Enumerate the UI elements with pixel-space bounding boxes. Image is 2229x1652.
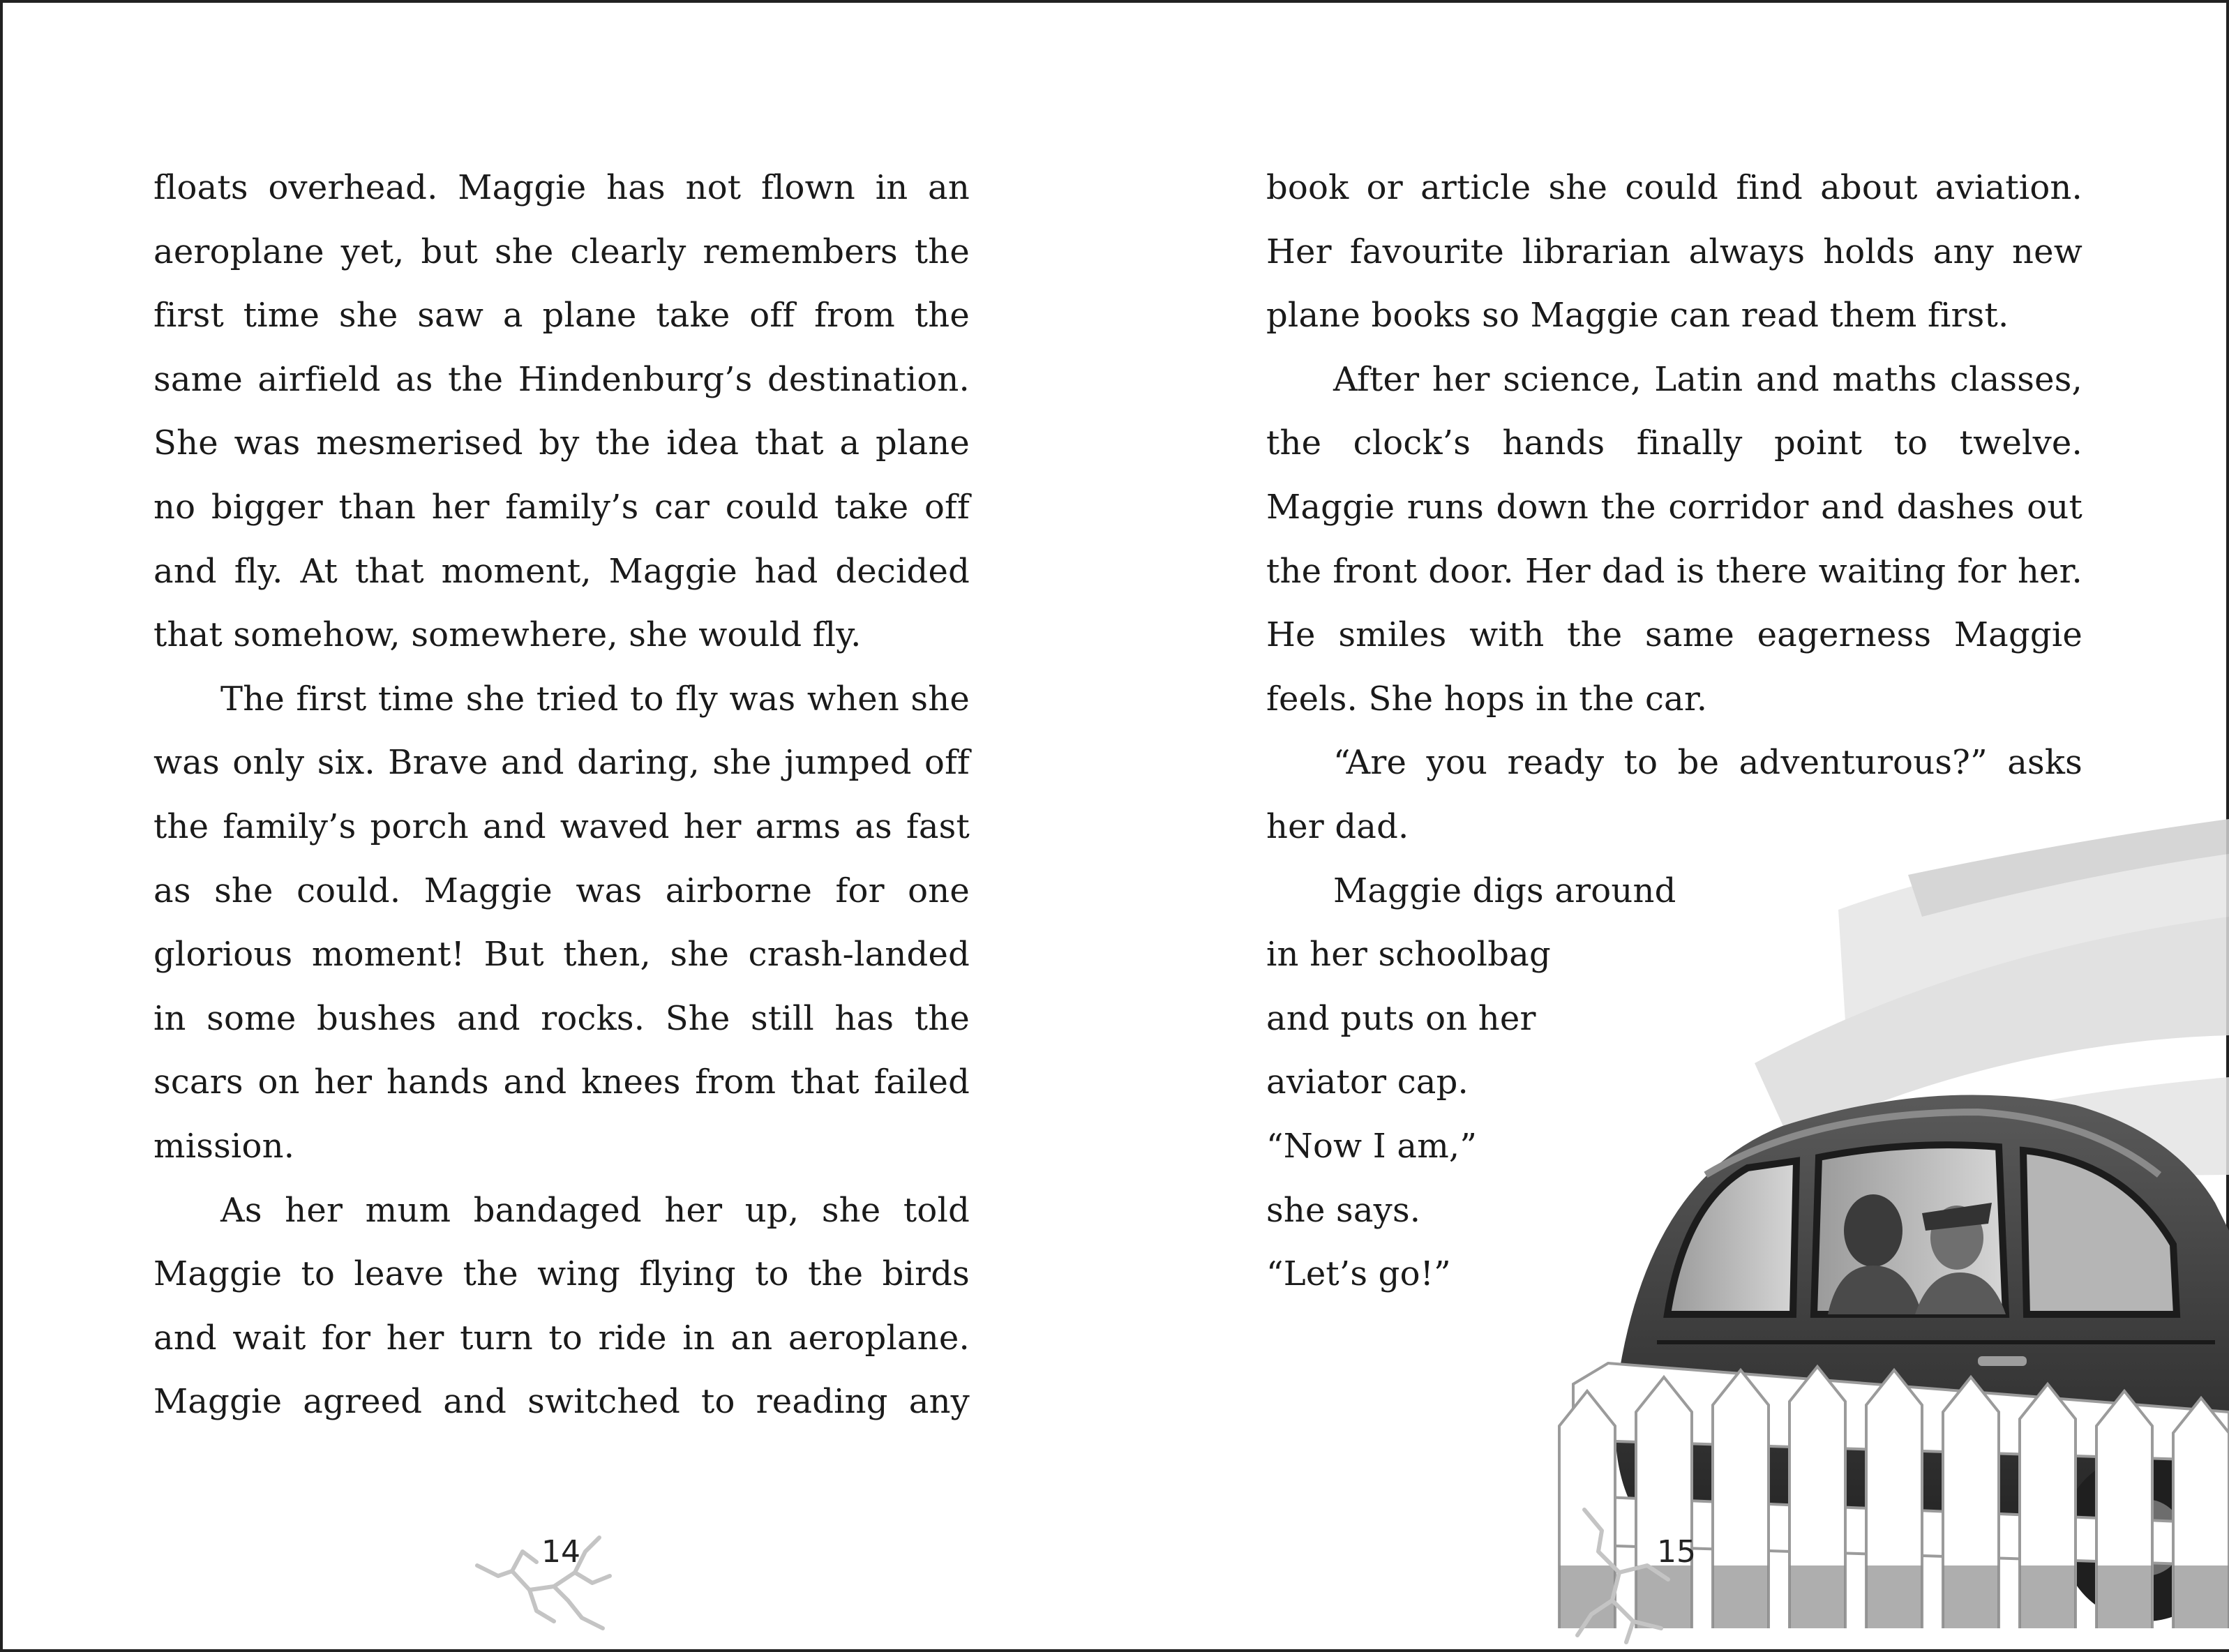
text-line: and puts on her xyxy=(1266,998,1536,1038)
text-line: “Now I am,” xyxy=(1266,1126,1478,1166)
text-line: Maggie digs around xyxy=(1333,871,1676,910)
text-line: “Let’s go!” xyxy=(1266,1254,1451,1294)
paragraph: floats overhead. Maggie has not flown in an aeroplane yet, but she clearly remembers the first time she saw a plane take off from the same airfield as the Hindenburg’s destination. She was mesmerised by the idea that a plane no bigger than her family’s car could take off and fly. At that moment, Maggie had decided that somehow, somewhere, she would fly. xyxy=(153,168,970,655)
left-page xyxy=(3,3,1117,1649)
text-line: aviator cap. xyxy=(1266,1062,1469,1102)
text-line: she says. xyxy=(1266,1190,1421,1230)
short-lines xyxy=(1266,859,2082,1307)
paragraph: After her science, Latin and maths classes, the clock’s hands finally point to twelve. Maggie runs down the corridor and dashes out the front door. Her dad is there waiting for her. He smiles with the same eagerness Maggie feels. She hops in the car. xyxy=(1266,359,2082,719)
page-number: 15 xyxy=(1657,1534,1696,1570)
lightning-crack-icon xyxy=(1563,1503,1703,1649)
paragraph: As her mum bandaged her up, she told Maggie to leave the wing flying to the birds and wait for her turn to ride in an aeroplane. Maggie agreed and switched to reading any xyxy=(153,1190,970,1422)
paragraph: “Are you ready to be adventurous?” asks her dad. xyxy=(1266,743,2082,846)
text-line: in her schoolbag xyxy=(1266,935,1551,975)
right-page xyxy=(1117,3,2229,1649)
page-number: 14 xyxy=(541,1534,580,1570)
right-page-text xyxy=(1266,156,2082,1307)
paragraph: book or article she could find about aviation. Her favourite librarian always holds any new plane books so Maggie can read them first. xyxy=(1266,168,2082,336)
paragraph: The first time she tried to fly was when she was only six. Brave and daring, she jumped off the family’s porch and waved her arms as fast as she could. Maggie was airborne for one glorious moment! But then, she crash-landed in some bushes and rocks. She still has the scars on her hands and knees from that failed mission. xyxy=(153,679,970,1166)
left-page-text xyxy=(153,156,970,1434)
